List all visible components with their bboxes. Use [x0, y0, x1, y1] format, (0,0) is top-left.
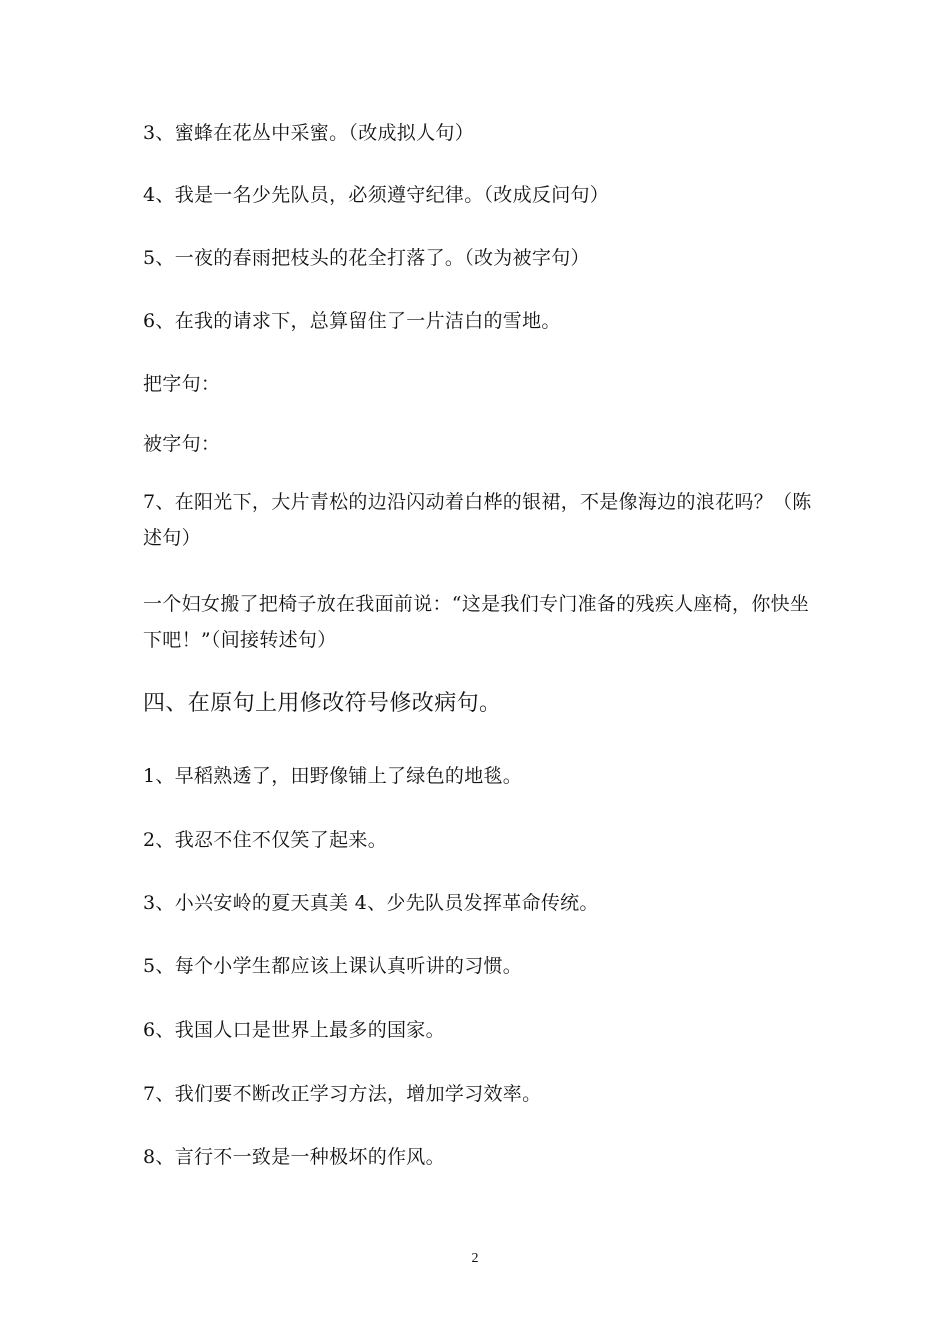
correction-item-6: 6、我国人口是世界上最多的国家。	[143, 1019, 445, 1041]
correction-item-3-4: 3、小兴安岭的夏天真美 4、少先队员发挥革命传统。	[143, 892, 599, 914]
correction-item-8: 8、言行不一致是一种极坏的作风。	[143, 1146, 445, 1168]
item-5-passive-sentence: 5、一夜的春雨把枝头的花全打落了。（改为被字句）	[143, 247, 590, 269]
ba-sentence-label: 把字句：	[143, 373, 221, 395]
bei-sentence-label: 被字句：	[143, 433, 221, 455]
item-4-rhetorical-question: 4、我是一名少先队员，必须遵守纪律。（改成反问句）	[143, 184, 610, 206]
item-3-personification: 3、蜜蜂在花丛中采蜜。（改成拟人句）	[143, 122, 474, 144]
page-number: 2	[471, 1251, 479, 1266]
item-7-declarative: 7、在阳光下，大片青松的边沿闪动着白桦的银裙，不是像海边的浪花吗？（陈述句）	[143, 491, 812, 549]
item-6-snow-field: 6、在我的请求下，总算留住了一片洁白的雪地。	[143, 310, 561, 332]
correction-item-7: 7、我们要不断改正学习方法，增加学习效率。	[143, 1083, 542, 1105]
correction-item-5: 5、每个小学生都应该上课认真听讲的习惯。	[143, 955, 523, 977]
item-indirect-speech: 一个妇女搬了把椅子放在我面前说：“这是我们专门准备的残疾人座椅，你快坐下吧！”（间接转述句）	[143, 593, 810, 651]
correction-item-1: 1、早稻熟透了，田野像铺上了绿色的地毯。	[143, 765, 523, 787]
section-heading: 四、在原句上用修改符号修改病句。	[143, 691, 502, 716]
correction-item-2: 2、我忍不住不仅笑了起来。	[143, 829, 387, 851]
